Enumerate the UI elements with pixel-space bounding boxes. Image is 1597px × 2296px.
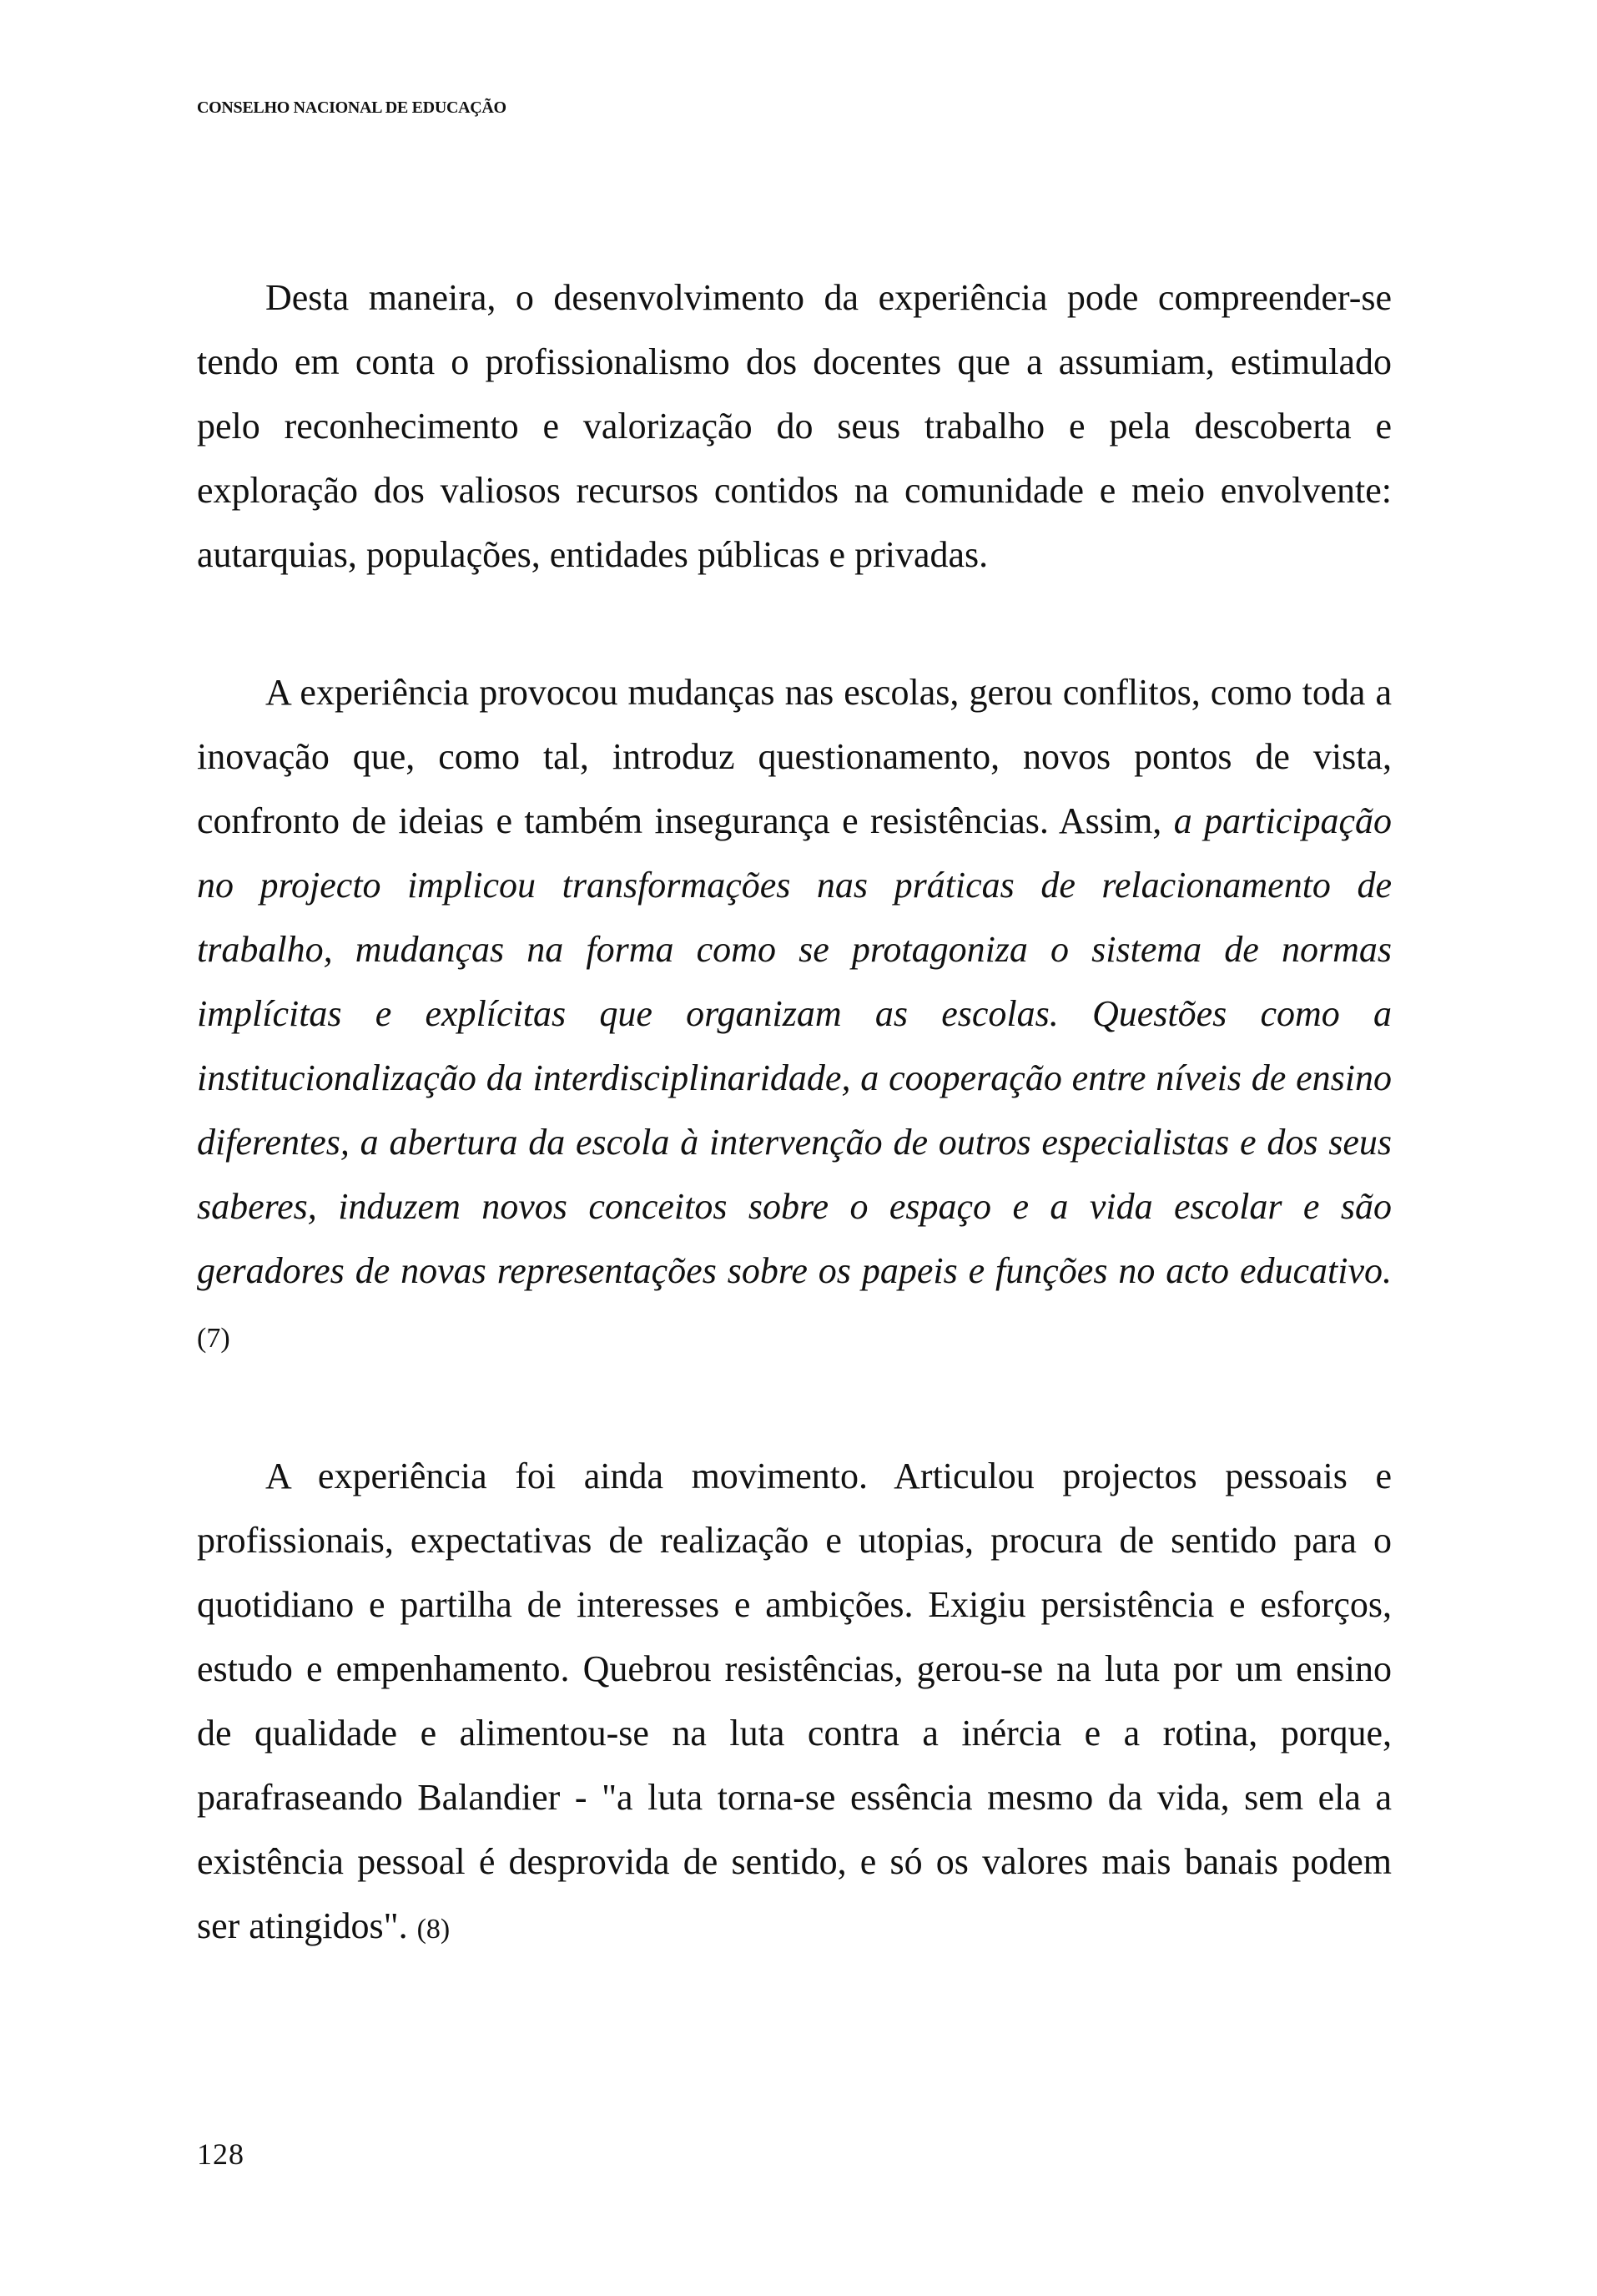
page-number: 128 — [197, 2137, 244, 2171]
running-header: CONSELHO NACIONAL DE EDUCAÇÃO — [197, 98, 506, 117]
paragraph-3-text: A experiência foi ainda movimento. Articulou projectos pessoais e profissionais, expectativas de realização e utopias, procura de sentido para o quotidiano e partilha de interesses e ambições. Exigiu persistência e esforços, estudo e empenhamento. Quebrou resistências, gerou-se na luta por um ensino de qualidade e alimentou-se na luta contra a inércia e a rotina, porque, parafraseando Balandier - "a luta torna-se essência mesmo da vida, sem ela a existência pessoal é desprovida de sentido, e só os valores mais banais podem ser atingidos". — [197, 1456, 1392, 1946]
paragraph-3 — [197, 1444, 1392, 1961]
footnote-ref-7: (7) — [197, 1323, 230, 1354]
body-text — [197, 265, 1392, 2035]
paragraph-2-quote: a participação no projecto implicou transformações nas práticas de relacionamento de trabalho, mudanças na forma como se protagoniza o sistema de normas implícitas e explícitas que organizam as escolas. Questões como a institucionalização da interdisciplinaridade, a cooperação entre níveis de ensino diferentes, a abertura da escola à intervenção de outros especialistas e dos seus saberes, induzem novos conceitos sobre o espaço e a vida escolar e são geradores de novas representações sobre os papeis e funções no acto educativo. — [197, 800, 1393, 1291]
paragraph-1 — [197, 265, 1392, 587]
paragraph-1-text: Desta maneira, o desenvolvimento da experiência pode compreender-se tendo em conta o profissionalismo dos docentes que a assumiam, estimulado pelo reconhecimento e valorização do seus trabalho e pela descoberta e exploração dos valiosos recursos contidos na comunidade e meio envolvente: autarquias, populações, entidades públicas e privadas. — [197, 277, 1392, 575]
footnote-ref-8: (8) — [416, 1914, 451, 1945]
paragraph-2 — [197, 660, 1392, 1370]
paragraph-2-text: A experiência provocou mudanças nas escolas, gerou conflitos, como toda a inovação que, como tal, introduz questionamento, novos pontos de vista, confronto de ideias e também insegurança e resistências. Assim, — [197, 672, 1392, 841]
